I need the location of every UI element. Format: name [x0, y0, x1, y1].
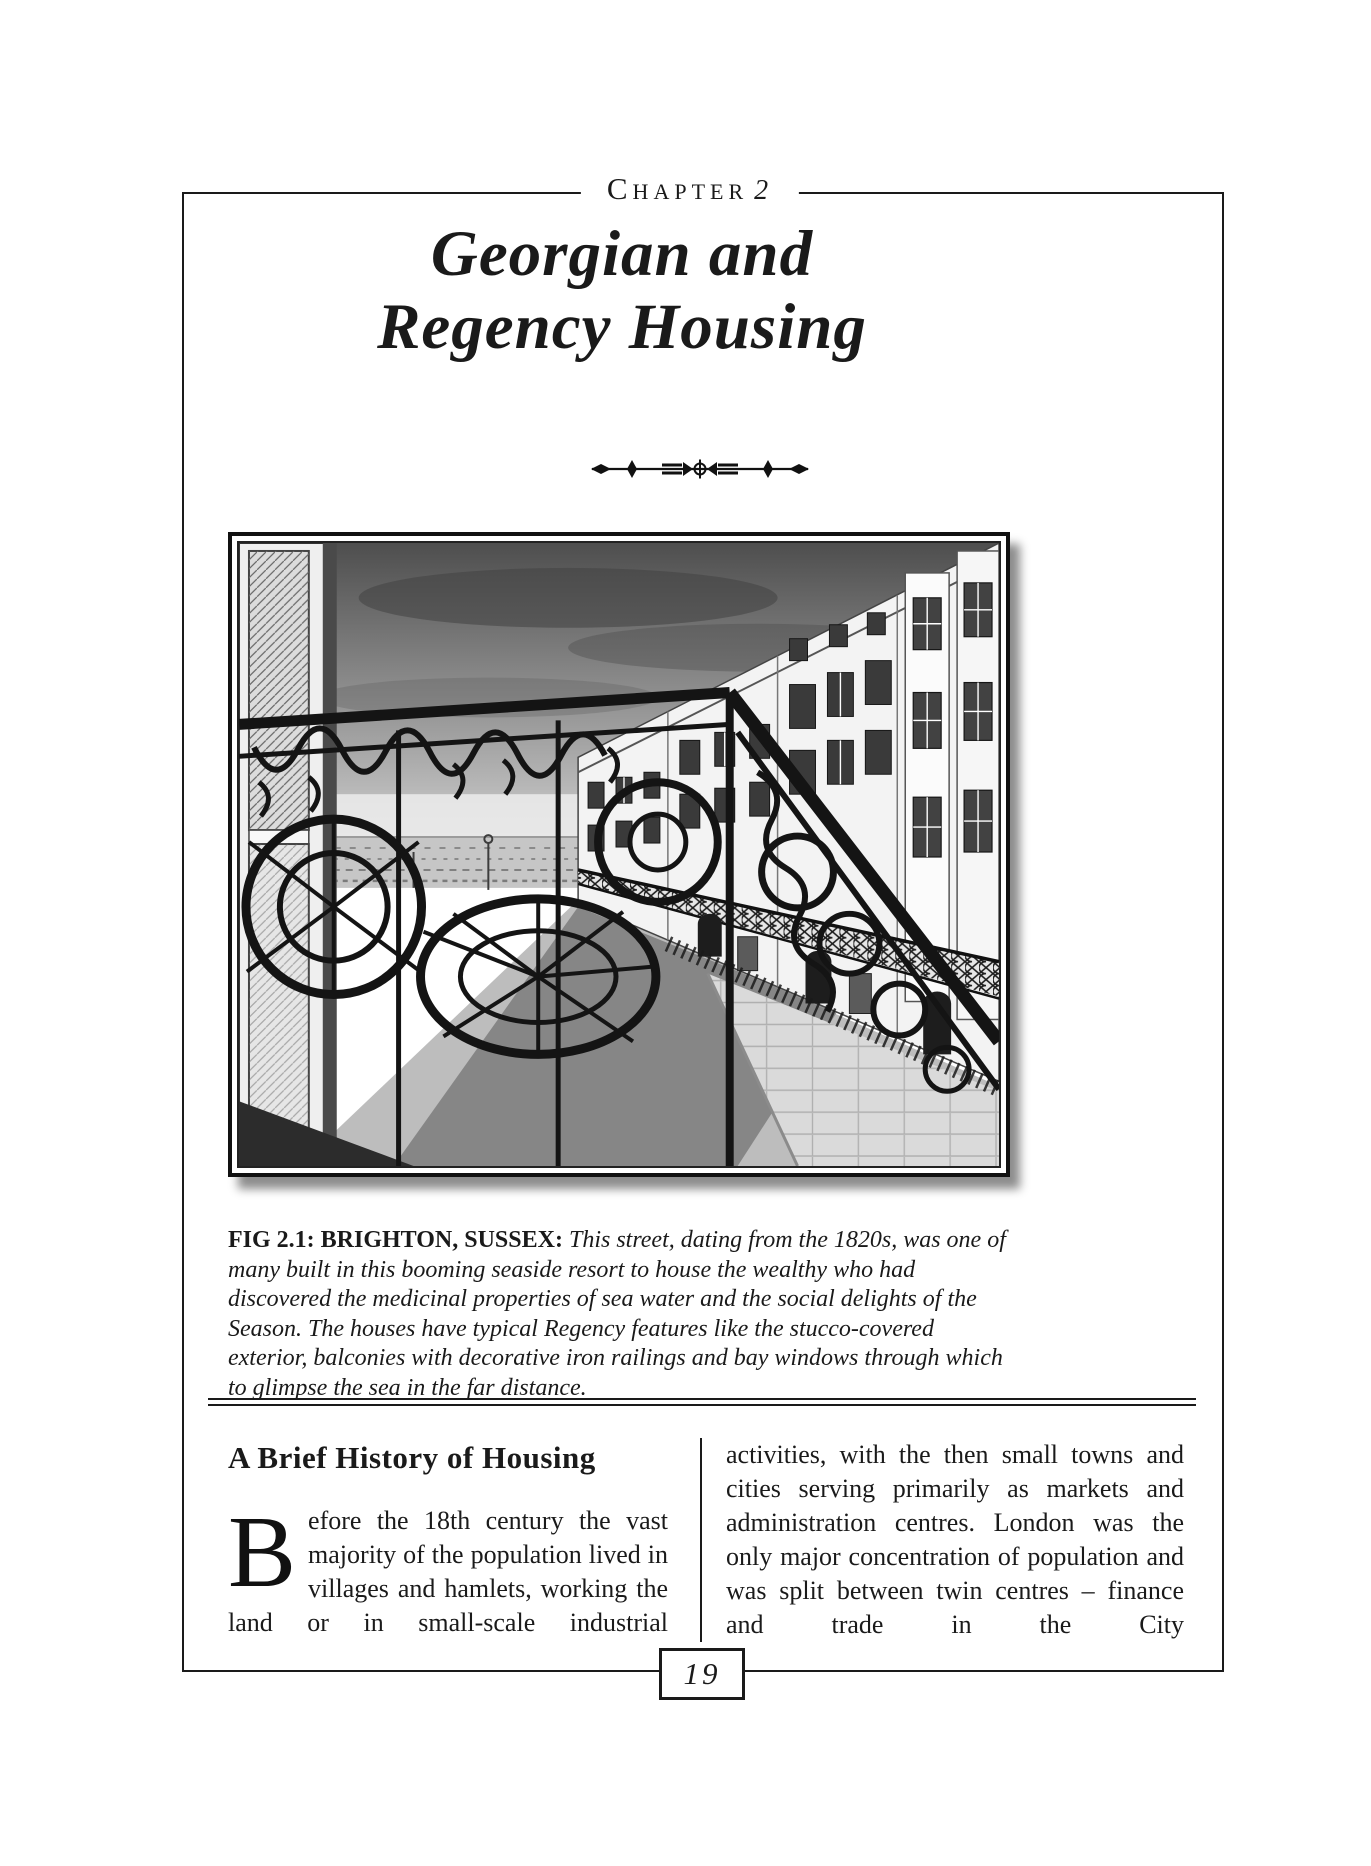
section-divider-ornament-icon [590, 456, 810, 482]
caption-body-divider [208, 1398, 1196, 1406]
chapter-number: 2 [754, 175, 774, 206]
body-text-right: activities, with the then small towns and cities serving primarily as markets and administration centres. London was the only major concentration of population and was split between twin centres – finance and trade in the City [726, 1440, 1184, 1639]
street-illustration [237, 541, 1001, 1168]
figure-caption [228, 1226, 1018, 1403]
body-paragraph-left [228, 1496, 668, 1640]
figure-frame [228, 532, 1010, 1177]
page-title-line1: Georgian and [430, 218, 814, 290]
page-number-box [659, 1648, 745, 1700]
body-paragraph-right [726, 1438, 1184, 1642]
section-heading: A Brief History of Housing [228, 1440, 596, 1475]
page-title [182, 218, 1062, 364]
body-text-left: efore the 18th century the vast majority of the population lived in villages and hamlets, working the land or in small-scale industrial [228, 1506, 668, 1637]
drop-cap: B [228, 1496, 297, 1609]
body-column-left [228, 1438, 668, 1642]
body-columns [228, 1438, 1186, 1642]
figure-caption-text: This street, dating from the 1820s, was one of many built in this booming seaside resort to house the wealthy who had discovered the medicinal properties of sea water and the social delights of the Season. The houses have typical Regency features like the stucco-covered exterior, balconies with decorative iron railings and bay windows through which to glimpse the sea in the far distance. [228, 1227, 1006, 1401]
figure-caption-label: FIG 2.1: BRIGHTON, SUSSEX: [228, 1227, 563, 1253]
chapter-word: Chapter [606, 171, 749, 206]
page-number: 19 [683, 1656, 721, 1691]
body-column-right [700, 1438, 1184, 1642]
chapter-heading [581, 166, 799, 214]
page-title-line2: Regency Housing [377, 291, 867, 363]
